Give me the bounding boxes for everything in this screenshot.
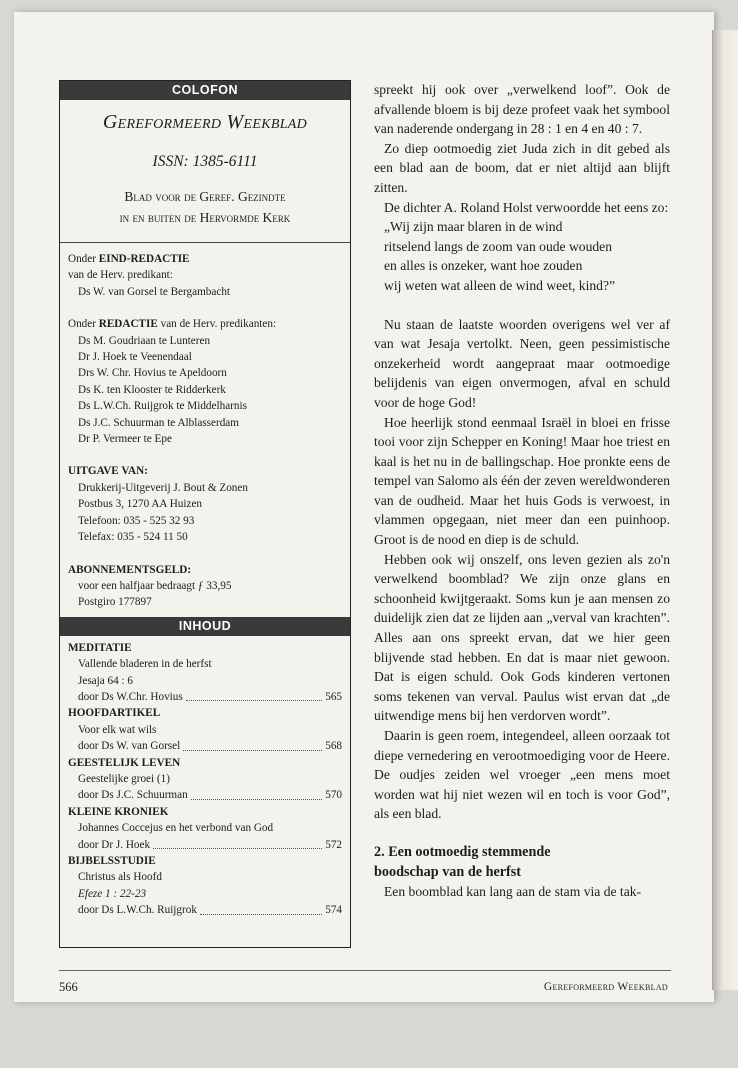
inhoud-header: INHOUD [60,617,350,636]
toc-category: BIJBELSSTUDIE [68,855,156,867]
eindredactie-line: Onder EIND-REDACTIE [68,253,190,265]
poem-line: wij weten wat alleen de wind weet, kind?” [384,277,616,293]
toc-title: Voor elk wat wils [78,723,157,736]
toc-page-number: 574 [325,904,342,917]
toc-page-number: 565 [325,690,342,703]
table-of-contents [60,636,350,919]
colofon-header: COLOFON [60,81,350,100]
page-binding-edge [712,30,738,990]
redactie-name: Ds J.C. Schuurman te Alblasserdam [78,416,239,429]
paragraph: De dichter A. Roland Holst verwoordde het eens zo: [384,199,669,215]
eindredactie-role: van de Herv. predikant: [68,269,173,282]
toc-entry [68,755,342,804]
eindredactie-section [60,251,350,300]
uitgave-line: Telefoon: 035 - 525 32 93 [78,514,195,527]
toc-author-line: door Dr J. Hoek 572 [68,837,342,853]
redactie-name: Dr J. Hoek te Veenendaal [78,351,192,364]
abonnement-line: Postgiro 177897 [78,596,152,609]
redactie-name: Ds M. Goudriaan te Lunteren [78,334,211,347]
uitgave-line: Drukkerij-Uitgeverij J. Bout & Zonen [78,481,248,494]
toc-category: MEDITATIE [68,641,132,654]
uitgave-line: Postbus 3, 1270 AA Huizen [78,498,203,511]
uitgave-section [60,463,350,545]
redactie-line: Onder REDACTIE van de Herv. predikanten: [68,318,277,331]
redactie-name: Dr P. Vermeer te Epe [78,433,172,446]
abonnement-heading: ABONNEMENTSGELD: [68,563,192,576]
toc-category: HOOFDARTIKEL [68,707,161,720]
toc-entry [68,853,342,919]
toc-category: KLEINE KRONIEK [68,805,169,818]
colofon-box [59,80,351,948]
poem-line: „Wij zijn maar blaren in de wind [384,219,563,235]
toc-author-line: door Ds L.W.Ch. Ruijgrok 574 [68,902,342,918]
toc-title: Johannes Coccejus en het verbond van God [78,822,274,835]
redactie-name: Ds L.W.Ch. Ruijgrok te Middelharnis [78,400,247,413]
toc-page-number: 572 [325,838,342,851]
toc-reference: Jesaja 64 : 6 [78,674,133,687]
poem-quote [374,217,670,295]
paragraph: spreekt hij ook over „verwelkend loof”. Ook de afvallende bloem is bij deze profeet vaak het symbool van naderende ondergang in 28 : 1 en 4 en 40 : 7. [374,82,670,137]
toc-category: GEESTELIJK LEVEN [68,756,181,769]
toc-title: Vallende bladeren in de herfst [78,658,212,671]
article-column [374,80,670,902]
uitgave-heading: UITGAVE VAN: [68,465,148,478]
poem-line: ritselend langs de zoom van oude wouden [384,238,613,254]
toc-page-number: 570 [325,789,342,802]
redactie-section [60,316,350,447]
toc-title: Christus als Hoofd [78,871,162,884]
toc-entry [68,640,342,706]
toc-entry [68,705,342,754]
paragraph: Zo diep ootmoedig ziet Juda zich in dit gebed als een blad aan de boom, dat er niet altijd aan blijft zitten. [374,140,670,195]
subtitle [60,186,350,228]
toc-author-line: door Ds J.C. Schuurman 570 [68,787,342,803]
redactie-name: Drs W. Chr. Hovius te Apeldoorn [78,367,227,380]
uitgave-line: Telefax: 035 - 524 11 50 [78,531,188,544]
masthead-title: Gereformeerd Weekblad [102,111,308,133]
abonnement-section [60,562,350,611]
section-heading: 2. Een ootmoedig stemmende boodschap van de herfst [374,843,551,880]
toc-author-line: door Ds W.Chr. Hovius 565 [68,689,342,705]
poem-line: en alles is onzeker, want hoe zouden [384,258,583,274]
running-head: Gereformeerd Weekblad [543,981,668,993]
footer-rule [59,970,671,971]
divider [60,242,350,243]
paragraph: Nu staan de laatste woorden overigens wel ver af van wat Jesaja vertolkt. Neen, geen pessimistische onzekerheid wordt aangepraat maar ootmoedige belijdenis van eigen onvermogen, afval en schuld voor de hoge God! [374,316,670,410]
toc-entry [68,804,342,853]
paragraph: Hoe heerlijk stond eenmaal Israël in bloei en frisse tooi voor zijn Schepper en Koning! Maar hoe triest en kaal is het nu in de ballingschap. Hoe pronkte eens de tempel van Salomo als één der zeven wereldwonderen van de oudheid. Maar het huis Gods is verwoest, in vlammen opgegaan, niet meer dan een puinhoop. Groot is de nood en diep is de schuld. [374,414,670,548]
toc-page-number: 568 [325,740,342,753]
paragraph: Daarin is geen roem, integendeel, alleen oorzaak tot diepe vernedering en verootmoediging voor de Heere. De oudjes zeiden wel vroeger „een mens moet worden wat hij niet wezen wil en toch is voor God”, als een blad. [374,728,670,822]
page-number: 566 [59,980,78,994]
paragraph: Een boomblad kan lang aan de stam via de tak- [384,884,642,900]
subtitle-line-1: Blad voor de Geref. Gezindte [124,189,286,204]
abonnement-line: voor een halfjaar bedraagt ƒ 33,95 [78,579,232,592]
issn: ISSN: 1385-6111 [152,153,258,170]
paragraph: Hebben ook wij onszelf, ons leven gezien als zo'n verwelkend boomblad? We zijn onze glans en schoonheid kwijtgeraakt. Soms kun je aan mensen zo duidelijk zien dat ze lijden aan „verval van krachten”. Alles aan ons spreekt ervan, dat we hier geen blijvende stad hebben. En dat is maar niet gewoon. Dat is eigen schuld. Ook Gods kinderen vertonen soms tekenen van verval. Paulus wist ervan dat „de uitwendige mens bij hen verdorven wordt”. [374,551,670,724]
toc-title: Geestelijke groei (1) [78,772,170,785]
toc-author-line: door Ds W. van Gorsel 568 [68,738,342,754]
toc-reference: Efeze 1 : 22-23 [78,887,147,900]
eindredactie-name: Ds W. van Gorsel te Bergambacht [78,285,231,298]
subtitle-line-2: in en buiten de Hervormde Kerk [119,210,291,225]
redactie-name: Ds K. ten Klooster te Ridderkerk [78,383,226,396]
